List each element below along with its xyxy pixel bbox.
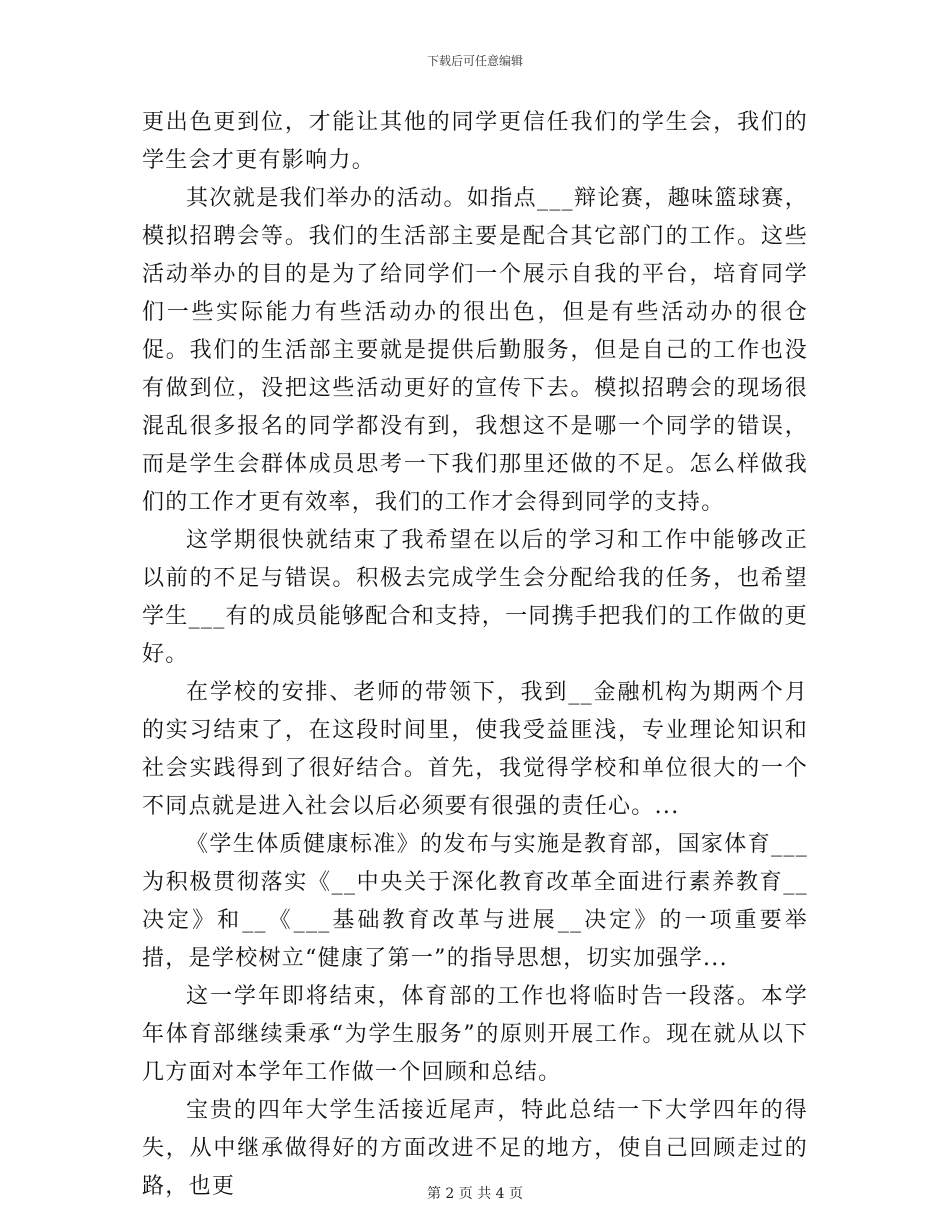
paragraph-continuation: 更出色更到位，才能让其他的同学更信任我们的学生会，我们的学生会才更有影响力。 — [142, 110, 808, 173]
paragraph-health-standard: 《学生体质健康标准》的发布与实施是教育部，国家体育___为积极贯彻落实《__中央关于深化教育改革全面进行素养教育__决定》和__《___基础教育改革与进展__决定》的一项重要举措，是学校树立“健康了第一”的指导思想，切实加强学... — [142, 832, 808, 971]
page-number: 第 2 页 共 4 页 — [426, 1186, 524, 1202]
paragraph-activities: 其次就是我们举办的活动。如指点___辩论赛，趣味篮球赛，模拟招聘会等。我们的生活部主要是配合其它部门的工作。这些活动举办的目的是为了给同学们一个展示自我的平台，培育同学们一些实际能力有些活动办的很出色，但是有些活动办的很仓促。我们的生活部主要就是提供后勤服务，但是自己的工作也没有做到位，没把这些活动更好的宣传下去。模拟招聘会的现场很混乱很多报名的同学都没有到，我想这不是哪一个同学的错误，而是学生会群体成员思考一下我们那里还做的不足。怎么样做我们的工作才更有效率，我们的工作才会得到同学的支持。 — [142, 186, 808, 515]
paragraph-internship: 在学校的安排、老师的带领下，我到__金融机构为期两个月的实习结束了，在这段时间里，使我受益匪浅，专业理论知识和社会实践得到了很好结合。首先，我觉得学校和单位很大的一个不同点就是进入社会以后必须要有很强的责任心。... — [142, 680, 808, 819]
paragraph-sports-dept: 这一学年即将结束，体育部的工作也将临时告一段落。本学年体育部继续秉承“为学生服务”的原则开展工作。现在就从以下几方面对本学年工作做一个回顾和总结。 — [142, 984, 808, 1085]
page-header: 下载后可任意编辑 — [426, 54, 523, 68]
document-body — [142, 104, 808, 1206]
paragraph-university-summary: 宝贵的四年大学生活接近尾声，特此总结一下大学四年的得失，从中继承做得好的方面改进不足的地方，使自己回顾走过的路，也更 — [142, 1098, 808, 1199]
paragraph-semester-end: 这学期很快就结束了我希望在以后的学习和工作中能够改正以前的不足与错误。积极去完成学生会分配给我的任务，也希望学生___有的成员能够配合和支持，一同携手把我们的工作做的更好。 — [142, 528, 809, 667]
